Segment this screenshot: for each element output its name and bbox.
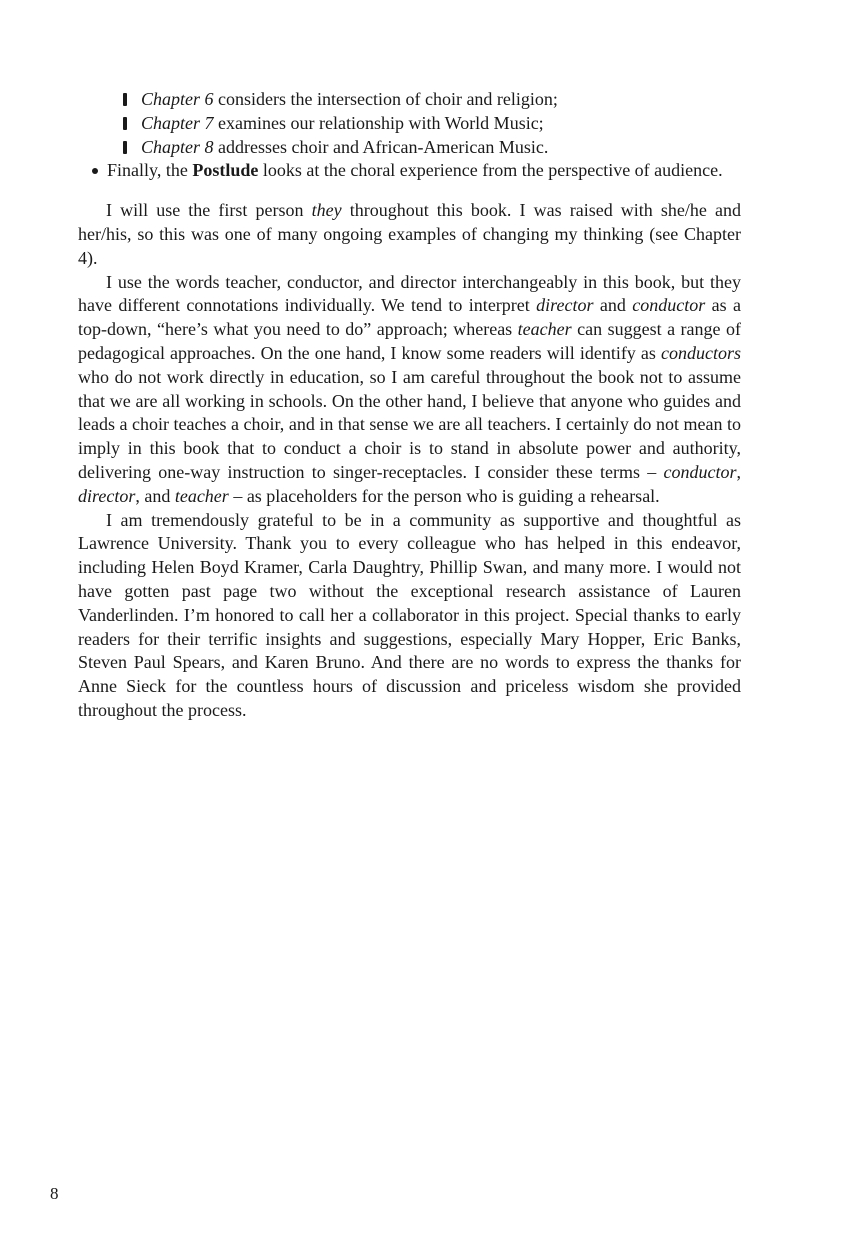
list-item-postlude: [78, 159, 741, 183]
list-item-chapter-8: [78, 136, 741, 160]
vertical-bar-icon: [123, 117, 127, 130]
page-content: [78, 88, 741, 723]
page-number: 8: [50, 1184, 59, 1203]
vertical-bar-icon: [123, 93, 127, 106]
list-item-text: Finally, the Postlude looks at the choral experience from the perspective of audience.: [107, 160, 723, 181]
paragraph-first-person: I will use the first person they throughout this book. I was raised with she/he and her/his, so this was one of many ongoing examples of changing my thinking (see Chapter 4).: [78, 200, 741, 268]
list-item-text: Chapter 6 considers the intersection of choir and religion;: [141, 89, 558, 109]
bullet-dot-icon: [92, 168, 98, 174]
list-item-chapter-7: [78, 112, 741, 136]
chapter-list: [78, 88, 741, 159]
list-item-text: Chapter 8 addresses choir and African-American Music.: [141, 136, 549, 157]
vertical-bar-icon: [123, 141, 127, 154]
paragraph-acknowledgments: I am tremendously grateful to be in a community as supportive and thoughtful as Lawrence University. Thank you to every colleague who has helped in this endeavor, including Helen Boyd Kramer, Carla Daughtry, Phillip Swan, and many more. I would not have gotten past page two without the exceptional research assistance of Lauren Vanderlinden. I’m honored to call her a collaborator in this project. Special thanks to early readers for their terrific insights and suggestions, especially Mary Hopper, Eric Banks, Steven Paul Spears, and Karen Bruno. And there are no words to express the thanks for Anne Sieck for the countless hours of discussion and priceless wisdom she provided throughout the process.: [78, 509, 741, 720]
list-item-chapter-6: [78, 88, 741, 112]
list-item-text: Chapter 7 examines our relationship with World Music;: [141, 112, 544, 133]
paragraph-terminology: I use the words teacher, conductor, and director interchangeably in this book, but they have different connotations individually. We tend to interpret director and conductor as a top-down, “here’s what you need to do” approach; whereas teacher can suggest a range of pedagogical approaches. On the one hand, I know some readers will identify as conductors who do not work directly in education, so I am careful throughout the book not to assume that we are all working in schools. On the other hand, I believe that anyone who guides and leads a choir teaches a choir, and in that sense we are all teachers. I certainly do not mean to imply in this book that to conduct a choir is to stand in absolute power and authority, delivering one-way instruction to singer-receptacles. I consider these terms – conductor, director, and teacher – as placeholders for the person who is guiding a rehearsal.: [78, 271, 741, 506]
